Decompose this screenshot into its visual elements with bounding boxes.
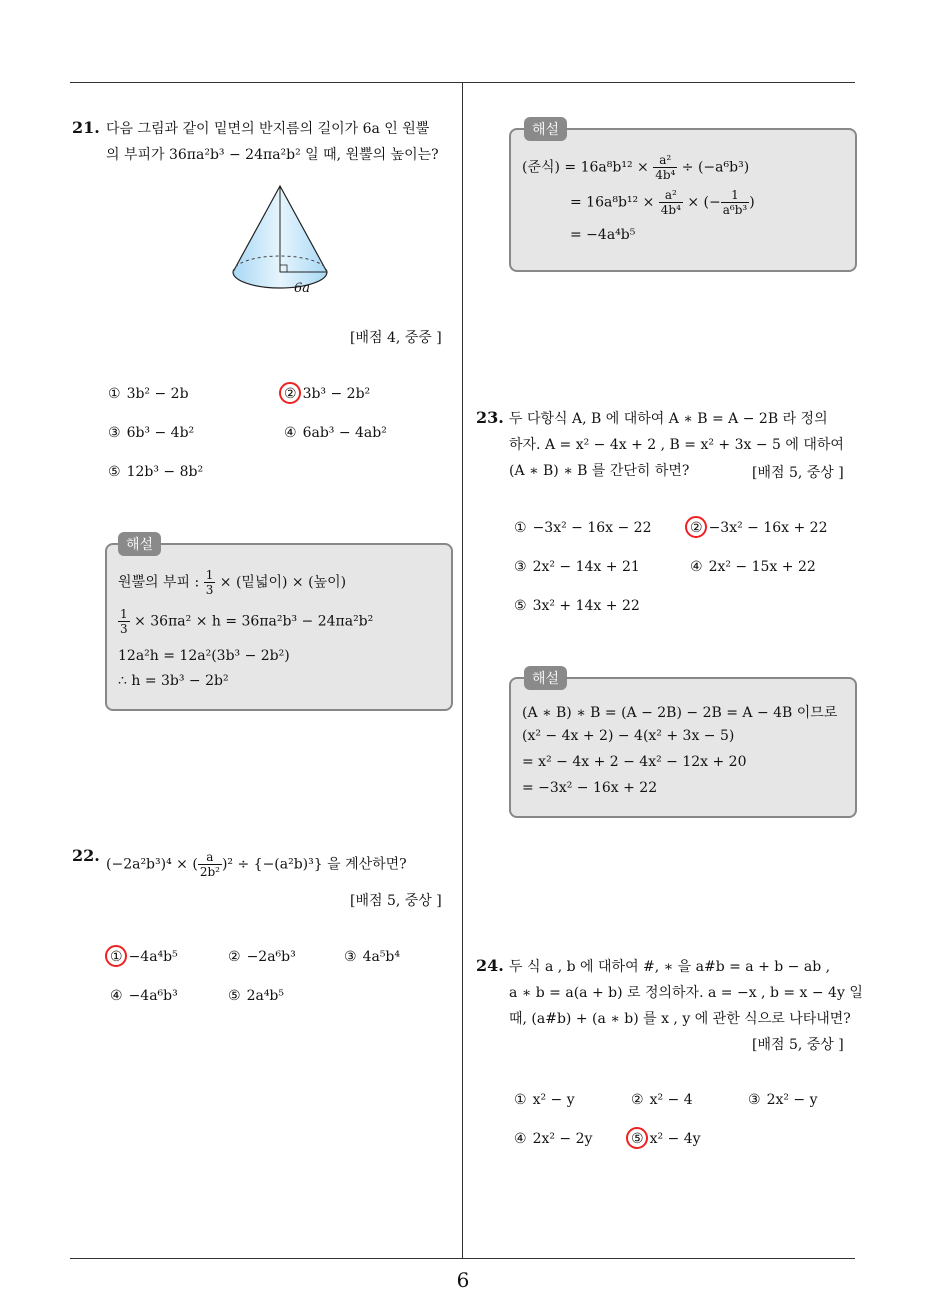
answer-mark [105, 945, 127, 967]
solution-line2: $\frac{1}{3}$ × 36πa² × h = 36πa²b³ − 24πa²b² [120, 607, 374, 636]
answer-mark [279, 382, 301, 404]
choice-1[interactable]: ① −4a⁴b⁵ [110, 949, 178, 965]
choice-5[interactable]: ⑤ 12b³ − 8b² [108, 464, 204, 480]
question-text-line1: 다음 그림과 같이 밑면의 반지름의 길이가 6a 인 원뿔 [106, 121, 430, 137]
solution-line3: 12a²h = 12a²(3b³ − 2b²) [118, 648, 290, 664]
question-text-line3: (A ∗ B) ∗ B 를 간단히 하면? [509, 463, 690, 479]
fraction: $\frac{\text{a²}}{\text{4b⁴}}$ [655, 153, 676, 182]
solution-line4: = −3x² − 16x + 22 [522, 780, 658, 796]
solution-line1: (준식) = 16a⁸b¹² × $\frac{\text{a²}}{\text{4b⁴}}$ ÷ (−a⁶b³) [522, 153, 750, 182]
question-number: 22. [72, 846, 100, 865]
question-text-line3: 때, (a#b) + (a ∗ b) 를 x , y 에 관한 식으로 나타내면? [509, 1011, 851, 1027]
fraction: $\frac{1}{3}$ [205, 568, 214, 597]
solution-line1: (A ∗ B) ∗ B = (A − 2B) − 2B = A − 4B 이므로 [522, 705, 838, 721]
choice-1[interactable]: ① 3b² − 2b [108, 386, 189, 402]
solution-line3: = x² − 4x + 2 − 4x² − 12x + 20 [522, 754, 747, 770]
cone-figure [225, 180, 335, 305]
score-label: [배점 5, 중상 ] [752, 465, 844, 481]
answer-mark [685, 516, 707, 538]
choice-1[interactable]: ① −3x² − 16x − 22 [514, 520, 652, 536]
fraction: $\frac{1}{3}$ [120, 607, 128, 636]
choice-5[interactable]: ⑤ 3x² + 14x + 22 [514, 598, 640, 614]
solution-tag: 해설 [118, 532, 161, 556]
choice-2[interactable]: ② −3x² − 16x + 22 [690, 520, 828, 536]
solution-line4: ∴ h = 3b³ − 2b² [118, 673, 229, 689]
solution-line2: = 16a⁸b¹² × $\frac{\text{a²}}{\text{4b⁴}}$ × (− $\frac{1}{\text{a⁶b³}}$ ) [570, 188, 755, 217]
choice-4[interactable]: ④ 2x² − 2y [514, 1131, 593, 1147]
choice-4[interactable]: ④ 6ab³ − 4ab² [284, 425, 387, 441]
question-text-line1: 두 식 a , b 에 대하여 #, ∗ 을 a#b = a + b − ab , [509, 959, 831, 975]
question-text-line1: 두 다항식 A, B 에 대하여 A ∗ B = A − 2B 라 정의 [509, 411, 828, 427]
choice-3[interactable]: ③ 2x² − 14x + 21 [514, 559, 640, 575]
radius-label: 6a [294, 281, 311, 296]
solution-line3: = −4a⁴b⁵ [570, 227, 636, 243]
choice-4[interactable]: ④ 2x² − 15x + 22 [690, 559, 816, 575]
answer-mark [626, 1127, 648, 1149]
question-text-line2: 하자. A = x² − 4x + 2 , B = x² + 3x − 5 에 대하여 [509, 437, 844, 453]
choice-3[interactable]: ③ 6b³ − 4b² [108, 425, 195, 441]
fraction: $\frac{a}{\text{2b²}}$ [199, 850, 220, 879]
question-text-line2: a ∗ b = a(a + b) 로 정의하자. a = −x , b = x − 4y 일 [509, 985, 863, 1001]
score-label: [배점 4, 중중 ] [350, 330, 442, 346]
choice-1[interactable]: ① x² − y [514, 1092, 575, 1108]
question-expression: (−2a²b³)⁴ × ( $\frac{a}{\text{2b²}}$ )² ÷ {−(a²b)³} 을 계산하면? [106, 850, 407, 879]
score-label: [배점 5, 중상 ] [350, 893, 442, 909]
choice-3[interactable]: ③ 2x² − y [748, 1092, 818, 1108]
solution-tag: 해설 [524, 117, 567, 141]
choice-4[interactable]: ④ −4a⁶b³ [110, 988, 178, 1004]
solution-line1: 원뿔의 부피 : $\frac{1}{3}$ × (밑넓이) × (높이) [118, 568, 347, 597]
bottom-rule [70, 1258, 855, 1259]
choice-2[interactable]: ② x² − 4 [631, 1092, 693, 1108]
solution-line2: (x² − 4x + 2) − 4(x² + 3x − 5) [522, 728, 735, 744]
fraction: $\frac{\text{a²}}{\text{4b⁴}}$ [660, 188, 681, 217]
page-number: 6 [456, 1268, 470, 1292]
score-label: [배점 5, 중상 ] [752, 1037, 844, 1053]
choice-3[interactable]: ③ 4a⁵b⁴ [344, 949, 401, 965]
solution-box [509, 677, 857, 818]
choice-5[interactable]: ⑤ 2a⁴b⁵ [228, 988, 285, 1004]
choice-2[interactable]: ② −2a⁶b³ [228, 949, 296, 965]
question-number: 24. [476, 956, 504, 975]
choice-5[interactable]: ⑤ x² − 4y [631, 1131, 701, 1147]
fraction: $\frac{1}{\text{a⁶b³}}$ [722, 188, 748, 217]
question-number: 21. [72, 118, 100, 137]
solution-tag: 해설 [524, 666, 567, 690]
column-divider [462, 82, 463, 1258]
question-number: 23. [476, 408, 504, 427]
question-text-line2: 의 부피가 36πa²b³ − 24πa²b² 일 때, 원뿔의 높이는? [106, 147, 439, 163]
choice-2[interactable]: ② 3b³ − 2b² [284, 386, 371, 402]
